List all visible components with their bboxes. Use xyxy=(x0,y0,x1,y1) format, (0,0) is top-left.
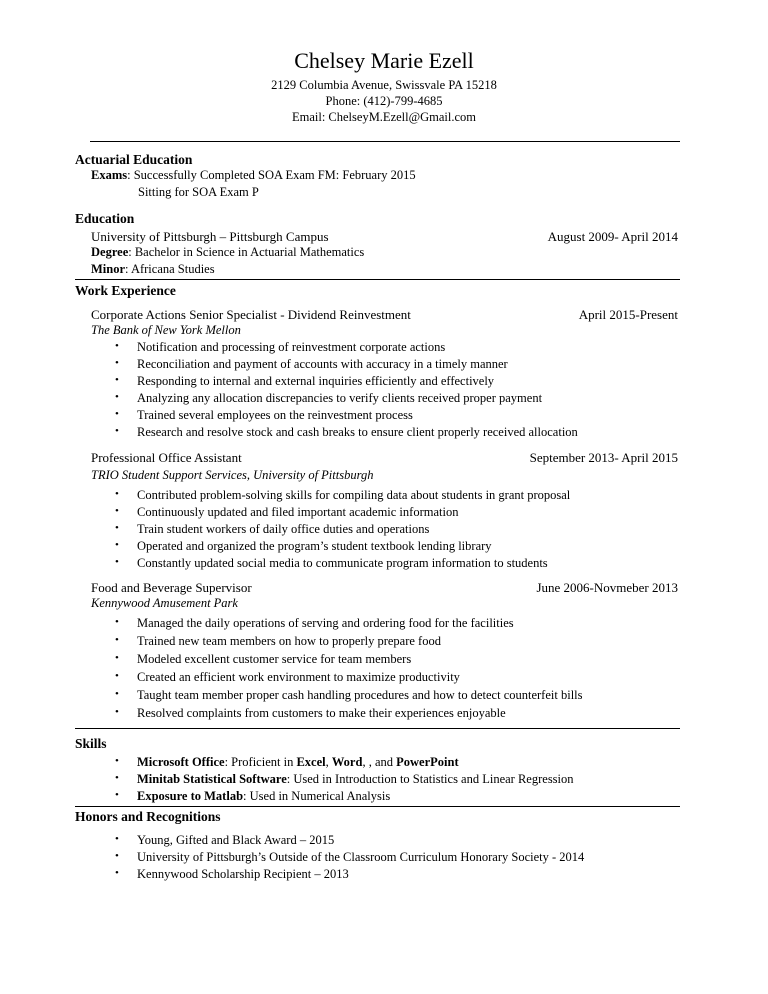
list-item-text: Young, Gifted and Black Award – 2015 xyxy=(137,833,335,847)
list-item-text: Modeled excellent customer service for team members xyxy=(137,652,412,666)
skill-detail: : Proficient in xyxy=(224,755,297,769)
job-title: Corporate Actions Senior Specialist - Dividend Reinvestment xyxy=(91,307,411,322)
list-item xyxy=(115,652,412,666)
bullet-icon: • xyxy=(115,850,119,862)
bullet-icon: • xyxy=(115,374,119,386)
list-item xyxy=(115,539,492,553)
job-organization: Kennywood Amusement Park xyxy=(91,596,238,610)
list-item-text: Responding to internal and external inquiries efficiently and effectively xyxy=(137,374,495,388)
list-item xyxy=(115,616,514,630)
bullet-icon: • xyxy=(115,616,119,628)
minor-line xyxy=(91,263,215,276)
skill-detail: : Used in Introduction to Statistics and Linear Regression xyxy=(286,772,574,786)
job-title: Professional Office Assistant xyxy=(91,450,242,465)
degree-label: Degree xyxy=(91,245,129,259)
list-item xyxy=(115,688,583,702)
bullet-icon: • xyxy=(115,488,119,500)
bullet-icon: • xyxy=(115,539,119,551)
section-heading-education: Education xyxy=(75,211,135,226)
skills-divider xyxy=(75,806,680,807)
job-title: Food and Beverage Supervisor xyxy=(91,580,252,595)
school-name: University of Pittsburgh – Pittsburgh Campus xyxy=(91,229,329,244)
bullet-icon: • xyxy=(115,688,119,700)
section-heading-work: Work Experience xyxy=(75,283,176,298)
bullet-icon: • xyxy=(115,652,119,664)
bullet-icon: • xyxy=(115,706,119,718)
bullet-icon: • xyxy=(115,833,119,845)
list-item-text: Created an efficient work environment to maximize productivity xyxy=(137,670,460,684)
minor-label: Minor xyxy=(91,262,126,276)
skill-name: Microsoft Office xyxy=(137,755,225,769)
list-item xyxy=(115,374,495,388)
job-dates: June 2006-Novmeber 2013 xyxy=(536,580,678,595)
skill-detail: : Used in Numerical Analysis xyxy=(243,789,391,803)
list-item-text: Research and resolve stock and cash breaks to ensure client properly received allocation xyxy=(137,425,578,439)
degree-line xyxy=(91,246,364,259)
list-item-text: Notification and processing of reinvestment corporate actions xyxy=(137,340,446,354)
bullet-icon: • xyxy=(115,755,119,767)
job-organization: The Bank of New York Mellon xyxy=(91,323,241,337)
list-item xyxy=(115,789,391,803)
bullet-icon: • xyxy=(115,425,119,437)
list-item xyxy=(115,867,349,881)
resume-name: Chelsey Marie Ezell xyxy=(294,48,474,73)
bullet-icon: • xyxy=(115,522,119,534)
list-item xyxy=(115,391,543,405)
email: Email: ChelseyM.Ezell@Gmail.com xyxy=(291,110,477,124)
list-item-text: Continuously updated and filed important academic information xyxy=(137,505,459,519)
list-item xyxy=(115,425,578,439)
degree-value: : Bachelor in Science in Actuarial Mathematics xyxy=(128,245,365,259)
skill-app: Excel xyxy=(296,755,326,769)
list-item xyxy=(115,706,506,720)
list-item-text: Resolved complaints from customers to make their experiences enjoyable xyxy=(137,706,506,720)
section-heading-actuarial: Actuarial Education xyxy=(75,152,193,167)
bullet-icon: • xyxy=(115,867,119,879)
list-item xyxy=(115,505,459,519)
list-item xyxy=(115,833,335,847)
phone: Phone: (412)-799-4685 xyxy=(325,94,443,108)
list-item xyxy=(115,772,574,786)
list-item xyxy=(115,408,413,422)
list-item-text: Reconciliation and payment of accounts with accuracy in a timely manner xyxy=(137,357,508,371)
bullet-icon: • xyxy=(115,789,119,801)
exams-label: Exams xyxy=(91,168,128,182)
job-dates: September 2013- April 2015 xyxy=(529,450,678,465)
list-item-text: Managed the daily operations of serving and ordering food for the facilities xyxy=(137,616,514,630)
list-item-text: Kennywood Scholarship Recipient – 2013 xyxy=(137,867,349,881)
address: 2129 Columbia Avenue, Swissvale PA 15218 xyxy=(271,78,497,92)
list-item xyxy=(115,670,460,684)
skill-sep: , , and xyxy=(362,755,397,769)
list-item xyxy=(115,488,571,502)
bullet-icon: • xyxy=(115,772,119,784)
list-item-text: Contributed problem-solving skills for compiling data about students in grant proposal xyxy=(137,488,571,502)
list-item-text: Analyzing any allocation discrepancies to verify clients received proper payment xyxy=(137,391,543,405)
sitting-line: Sitting for SOA Exam P xyxy=(138,185,259,199)
list-item-text: Taught team member proper cash handling procedures and how to detect counterfeit bills xyxy=(137,688,583,702)
list-item-text: University of Pittsburgh’s Outside of the Classroom Curriculum Honorary Society - 2014 xyxy=(137,850,585,864)
list-item-text: Trained new team members on how to properly prepare food xyxy=(137,634,441,648)
bullet-icon: • xyxy=(115,505,119,517)
minor-value: : Africana Studies xyxy=(125,262,215,276)
skill-name: Exposure to Matlab xyxy=(137,789,244,803)
education-divider xyxy=(75,279,680,280)
bullet-icon: • xyxy=(115,408,119,420)
list-item-text: Trained several employees on the reinvestment process xyxy=(137,408,413,422)
list-item xyxy=(115,850,585,864)
bullet-icon: • xyxy=(115,340,119,352)
job-dates: April 2015-Present xyxy=(578,307,678,322)
list-item-text: Train student workers of daily office duties and operations xyxy=(137,522,430,536)
skill-app: Word xyxy=(331,755,363,769)
list-item xyxy=(115,634,441,648)
bullet-icon: • xyxy=(115,670,119,682)
section-heading-skills: Skills xyxy=(75,736,107,751)
bullet-icon: • xyxy=(115,556,119,568)
section-heading-honors: Honors and Recognitions xyxy=(75,809,221,824)
list-item xyxy=(115,755,459,769)
list-item xyxy=(115,522,430,536)
list-item-text: Constantly updated social media to communicate program information to students xyxy=(137,556,548,570)
work-divider xyxy=(75,728,680,729)
header-divider xyxy=(90,141,680,142)
list-item xyxy=(115,340,446,354)
exams-value: : Successfully Completed SOA Exam FM: February 2015 xyxy=(127,168,416,182)
education-dates: August 2009- April 2014 xyxy=(547,229,678,244)
list-item xyxy=(115,556,548,570)
skill-app: PowerPoint xyxy=(396,755,459,769)
job-organization: TRIO Student Support Services, University of Pittsburgh xyxy=(91,468,374,482)
skill-sep: , xyxy=(325,755,332,769)
skill-name: Minitab Statistical Software xyxy=(137,772,287,786)
bullet-icon: • xyxy=(115,391,119,403)
list-item xyxy=(115,357,508,371)
exams-line xyxy=(91,169,416,182)
list-item-text: Operated and organized the program’s student textbook lending library xyxy=(137,539,492,553)
bullet-icon: • xyxy=(115,634,119,646)
bullet-icon: • xyxy=(115,357,119,369)
